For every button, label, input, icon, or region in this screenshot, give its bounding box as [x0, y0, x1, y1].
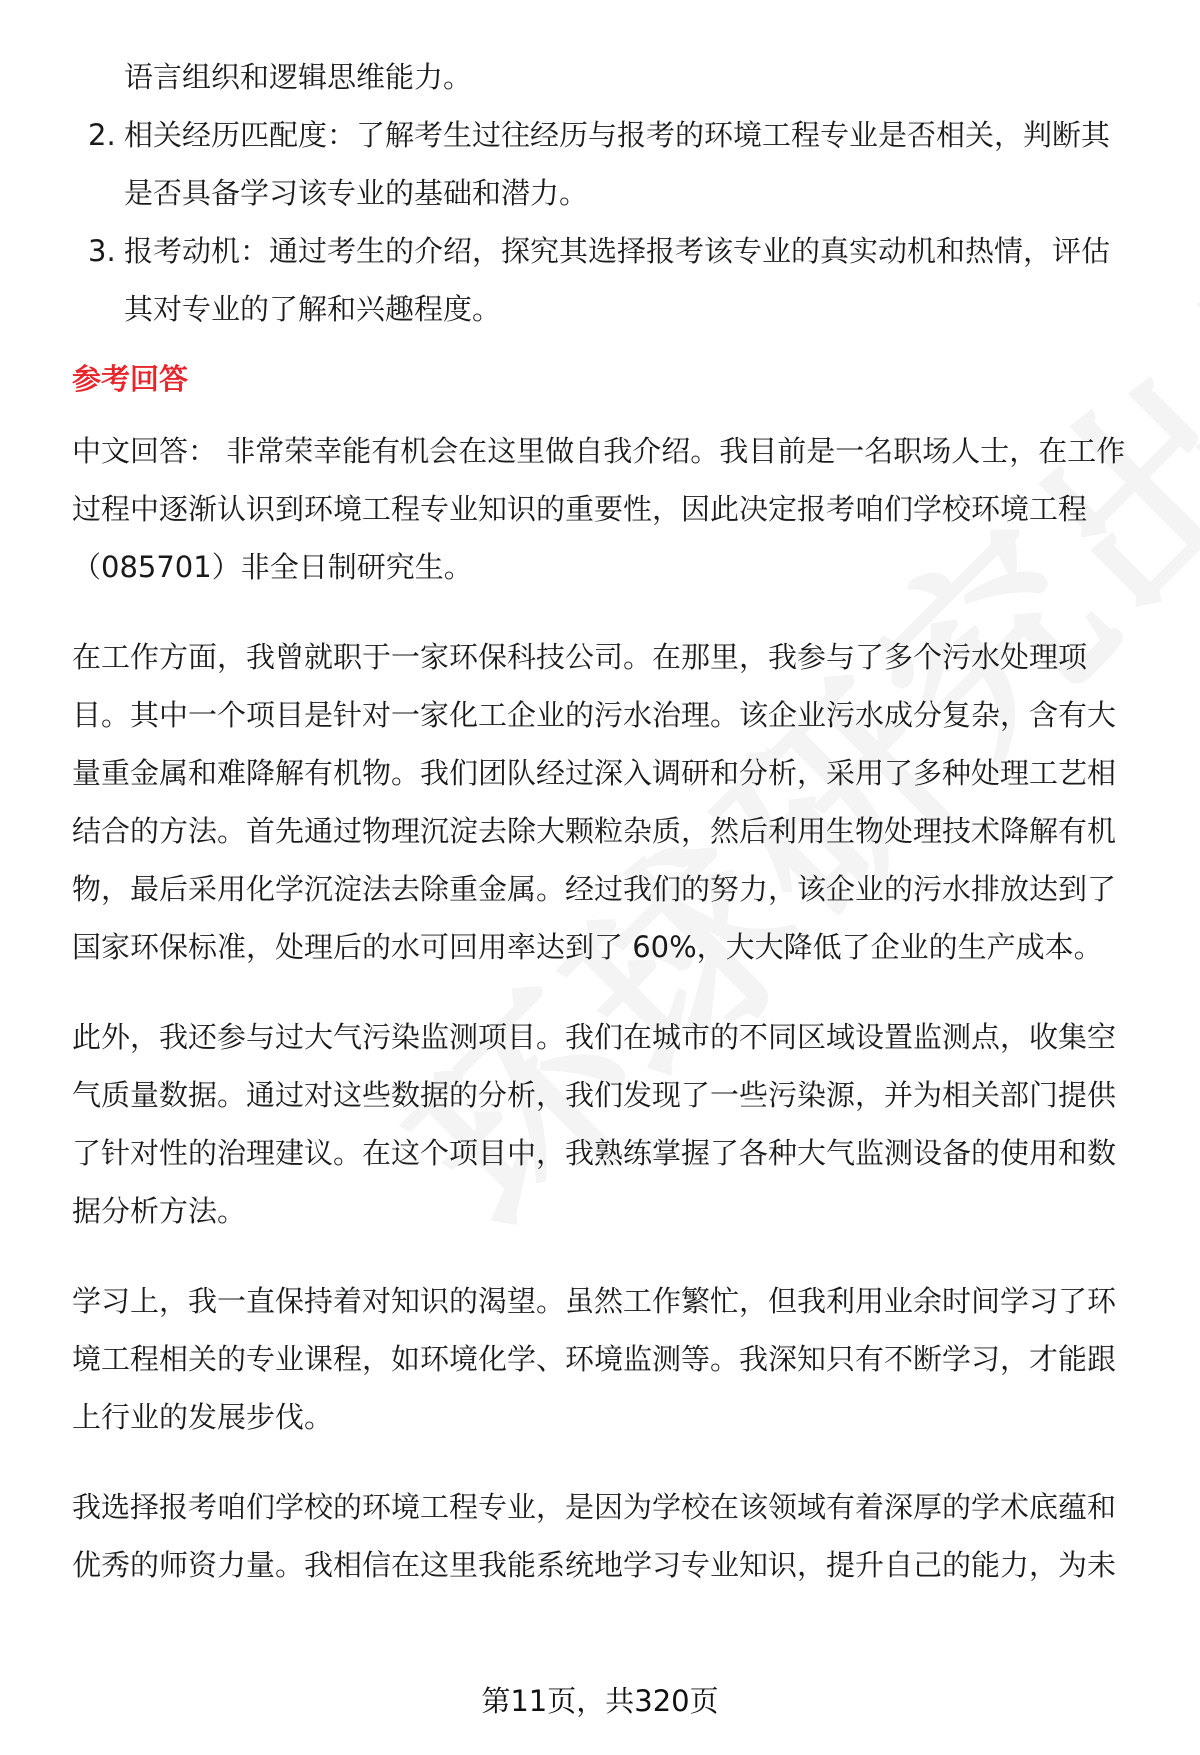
paragraph-line: 此外，我还参与过大气污染监测项目。我们在城市的不同区域设置监测点，收集空: [72, 1020, 1117, 1054]
paragraph-line: 结合的方法。首先通过物理沉淀去除大颗粒杂质，然后利用生物处理技术降解有机: [72, 814, 1117, 848]
paragraph-line: 中文回答： 非常荣幸能有机会在这里做自我介绍。我目前是一名职场人士，在工作: [72, 434, 1126, 468]
paragraph-line: 国家环保标准，处理后的水可回用率达到了 60%，大大降低了企业的生产成本。: [72, 930, 1103, 964]
paragraph: [72, 1272, 1152, 1446]
paragraph-line: 目。其中一个项目是针对一家化工企业的污水治理。该企业污水成分复杂，含有大: [72, 698, 1117, 732]
paragraph-line: 境工程相关的专业课程，如环境化学、环境监测等。我深知只有不断学习，才能跟: [72, 1342, 1117, 1376]
paragraph-line: 上行业的发展步伐。: [72, 1400, 334, 1434]
paragraph-line: 优秀的师资力量。我相信在这里我能系统地学习专业知识，提升自己的能力，为未: [72, 1548, 1117, 1582]
list-number: 2.: [88, 118, 116, 152]
page-number-footer: 第11页，共320页: [481, 1684, 719, 1718]
paragraph-line: 学习上，我一直保持着对知识的渴望。虽然工作繁忙，但我利用业余时间学习了环: [72, 1284, 1117, 1318]
paragraph-line: 据分析方法。: [72, 1194, 247, 1228]
list-text-continued: 其对专业的了解和兴趣程度。: [124, 292, 502, 326]
intro-tail-line: 语言组织和逻辑思维能力。: [124, 60, 473, 94]
criteria-list: [72, 106, 1152, 338]
paragraph-line: 物，最后采用化学沉淀法去除重金属。经过我们的努力，该企业的污水排放达到了: [72, 872, 1117, 906]
page-content: [72, 48, 1152, 1626]
paragraph-line: 我选择报考咱们学校的环境工程专业，是因为学校在该领域有着深厚的学术底蕴和: [72, 1490, 1117, 1524]
list-text-continued: 是否具备学习该专业的基础和潜力。: [124, 176, 589, 210]
list-text: 相关经历匹配度：了解考生过往经历与报考的环境工程专业是否相关，判断其: [124, 118, 1111, 152]
paragraph-line: 气质量数据。通过对这些数据的分析，我们发现了一些污染源，并为相关部门提供: [72, 1078, 1117, 1112]
section-heading: 参考回答: [72, 362, 189, 396]
paragraph: [72, 1008, 1152, 1240]
list-number: 3.: [88, 234, 116, 268]
paragraph-line: 了针对性的治理建议。在这个项目中，我熟练掌握了各种大气监测设备的使用和数: [72, 1136, 1117, 1170]
paragraph-line: （085701）非全日制研究生。: [72, 550, 473, 584]
paragraph-line: 量重金属和难降解有机物。我们团队经过深入调研和分析，采用了多种处理工艺相: [72, 756, 1117, 790]
list-text: 报考动机：通过考生的介绍，探究其选择报考该专业的真实动机和热情，评估: [124, 234, 1111, 268]
list-item: [72, 222, 1152, 280]
list-item: [72, 106, 1152, 164]
paragraph-line: 过程中逐渐认识到环境工程专业知识的重要性，因此决定报考咱们学校环境工程: [72, 492, 1088, 526]
paragraph: [72, 628, 1152, 976]
paragraph: [72, 422, 1152, 596]
paragraph: [72, 1478, 1152, 1594]
paragraph-line: 在工作方面，我曾就职于一家环保科技公司。在那里，我参与了多个污水处理项: [72, 640, 1088, 674]
